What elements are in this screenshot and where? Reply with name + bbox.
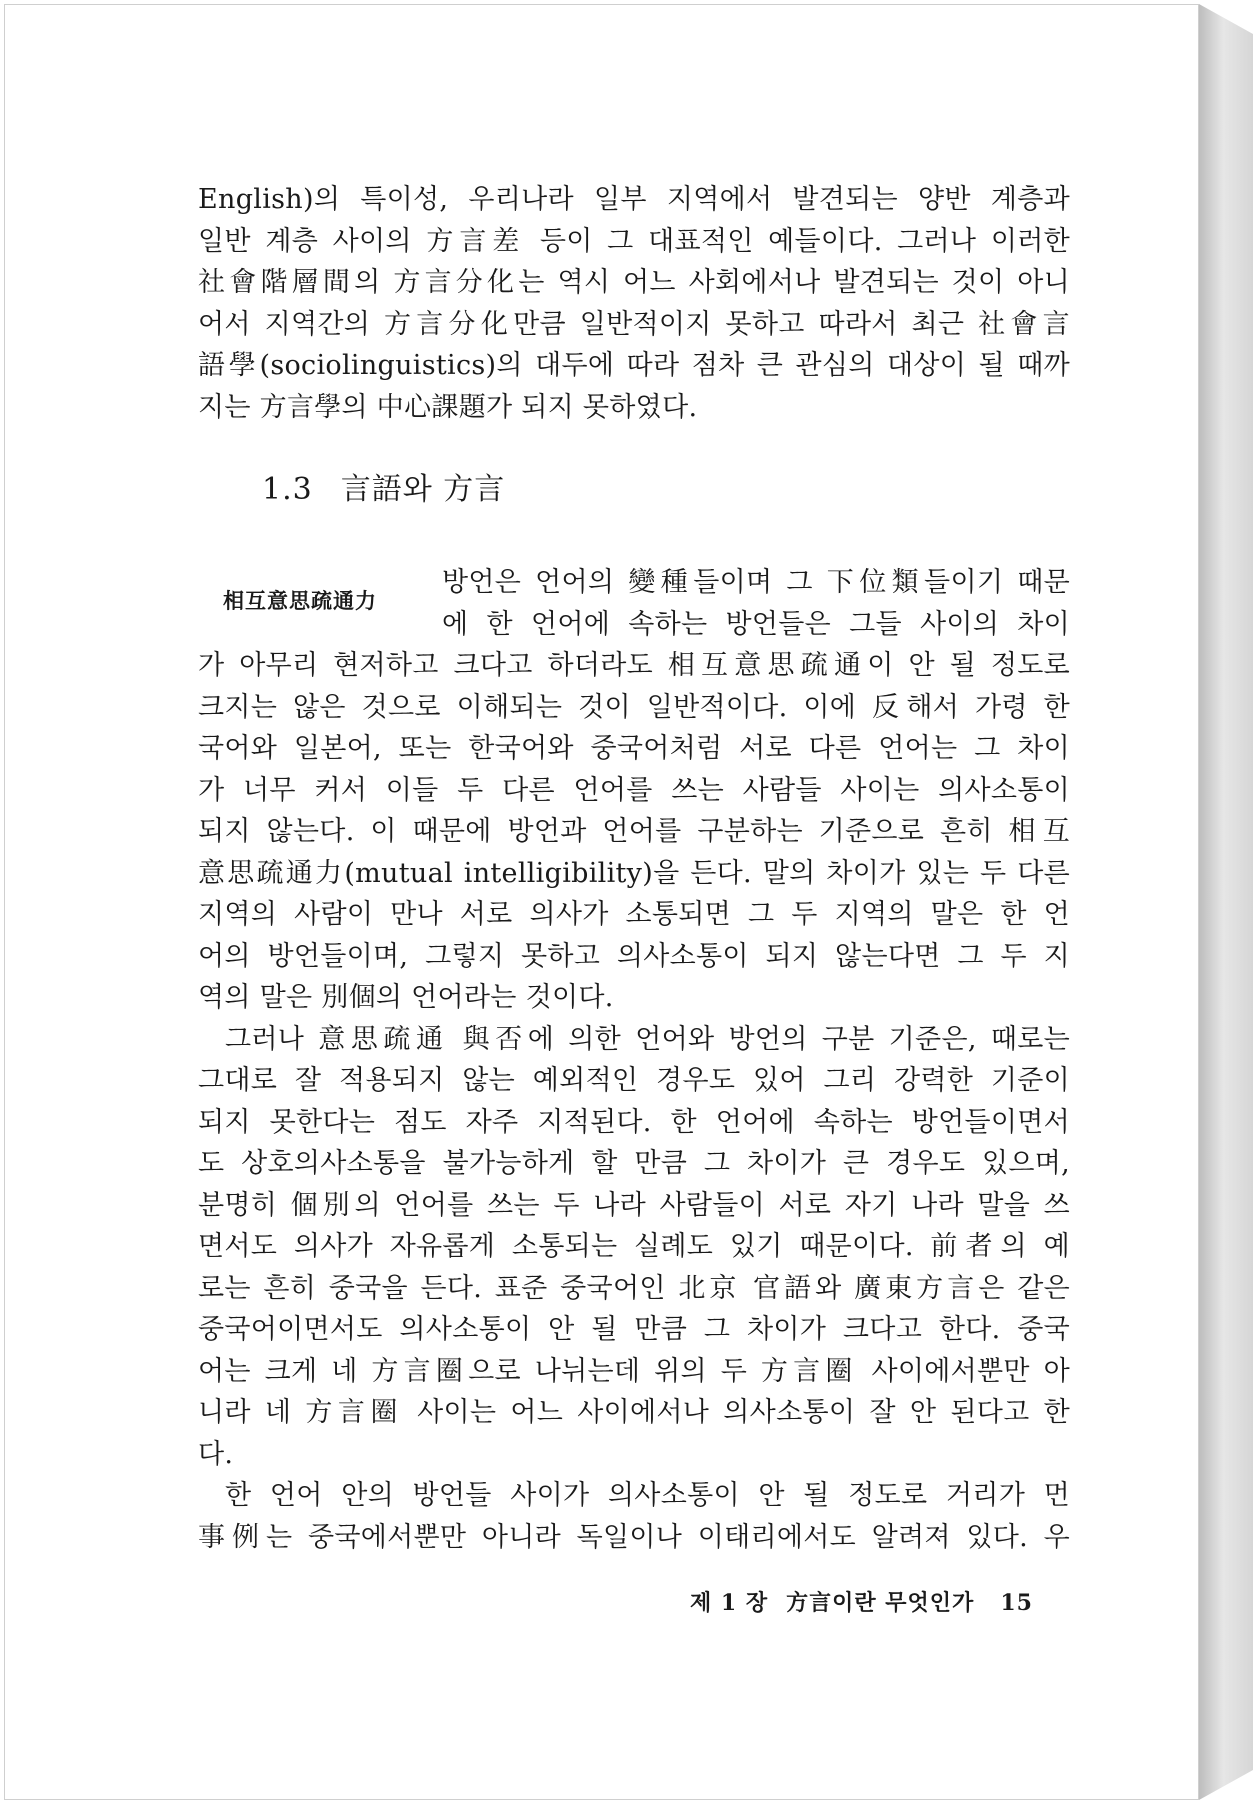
section-heading	[262, 470, 505, 510]
text-line: 한 언어 안의 방언들 사이가 의사소통이 안 될 정도로 거리가 먼	[225, 1480, 1070, 1511]
text-line: 社會階層間의 方言分化는 역시 어느 사회에서나 발견되는 것이 아니	[198, 267, 1070, 298]
section-number: 1.3	[262, 472, 313, 507]
text-line: 중국어이면서도 의사소통이 안 될 만큼 그 차이가 크다고 한다. 중국	[198, 1314, 1070, 1345]
text-line: 에 한 언어에 속하는 방언들은 그들 사이의 차이	[442, 608, 1070, 640]
section-title: 言語와 方言	[340, 472, 506, 507]
text-line: 事例는 중국에서뿐만 아니라 독일이나 이태리에서도 알려져 있다. 우	[198, 1521, 1070, 1553]
text-line: 가 너무 커서 이들 두 다른 언어를 쓰는 사람들 사이는 의사소통이	[198, 774, 1070, 806]
text-line: 그대로 잘 적용되지 않는 예외적인 경우도 있어 그리 강력한 기준이	[198, 1065, 1070, 1096]
body-text	[198, 645, 1070, 1558]
text-line: 면서도 의사가 자유롭게 소통되는 실례도 있기 때문이다. 前者의 예	[198, 1231, 1070, 1262]
text-line: 방언은 언어의 變種들이며 그 下位類들이기 때문	[442, 567, 1070, 598]
text-line: 되지 않는다. 이 때문에 방언과 언어를 구분하는 기준으로 흔히 相互	[198, 816, 1070, 847]
text-line: 일반 계층 사이의 方言差 등이 그 대표적인 예들이다. 그러나 이러한	[198, 225, 1070, 257]
paragraph-opening	[442, 562, 1070, 645]
text-line: 지역의 사람이 만나 서로 의사가 소통되면 그 두 지역의 말은 한 언	[198, 899, 1070, 930]
text-line: 로는 흔히 중국을 든다. 표준 중국어인 北京 官語와 廣東方言은 같은	[198, 1272, 1070, 1304]
text-line: 다.	[198, 1438, 234, 1470]
text-line: 가 아무리 현저하고 크다고 하더라도 相互意思疏通이 안 될 정도로	[198, 650, 1070, 681]
footer-title: 方言이란 무엇인가	[786, 1590, 975, 1616]
text-line: 語學(sociolinguistics)의 대두에 따라 점차 큰 관심의 대상이 될 때까	[198, 350, 1070, 381]
text-line: 되지 못한다는 점도 자주 지적된다. 한 언어에 속하는 방언들이면서	[198, 1106, 1070, 1138]
text-line: 분명히 個別의 언어를 쓰는 두 나라 사람들이 서로 자기 나라 말을 쓰	[198, 1189, 1070, 1221]
page-number: 15	[1000, 1590, 1033, 1616]
text-line: 어는 크게 네 方言圈으로 나뉘는데 위의 두 方言圈 사이에서뿐만 아	[198, 1355, 1070, 1387]
paragraph-continuation	[198, 179, 1070, 428]
text-line: 국어와 일본어, 또는 한국어와 중국어처럼 서로 다른 언어는 그 차이	[198, 733, 1070, 764]
text-line: English)의 특이성, 우리나라 일부 지역에서 발견되는 양반 계층과	[198, 184, 1070, 215]
text-line: 도 상호의사소통을 불가능하게 할 만큼 그 차이가 큰 경우도 있으며,	[198, 1148, 1070, 1179]
text-line: 지는 方言學의 中心課題가 되지 못하였다.	[198, 391, 698, 423]
text-line: 어서 지역간의 方言分化만큼 일반적이지 못하고 따라서 최근 社會言	[198, 308, 1070, 340]
footer-chapter: 제 1 장	[690, 1590, 769, 1616]
text-line: 그러나 意思疏通 與否에 의한 언어와 방언의 구분 기준은, 때로는	[225, 1023, 1070, 1055]
margin-note: 相互意思疏通力	[223, 589, 377, 613]
running-footer	[690, 1588, 1033, 1618]
page-edge-shadow	[1199, 4, 1253, 1800]
text-line: 니라 네 方言圈 사이는 어느 사이에서나 의사소통이 잘 안 된다고 한	[198, 1397, 1070, 1428]
text-line: 어의 방언들이며, 그렇지 못하고 의사소통이 되지 않는다면 그 두 지	[198, 940, 1070, 972]
text-line: 意思疏通力(mutual intelligibility)을 든다. 말의 차이가 있는 두 다른	[198, 857, 1070, 889]
text-line: 역의 말은 別個의 언어라는 것이다.	[198, 982, 614, 1013]
text-line: 크지는 않은 것으로 이해되는 것이 일반적이다. 이에 反해서 가령 한	[198, 691, 1070, 723]
